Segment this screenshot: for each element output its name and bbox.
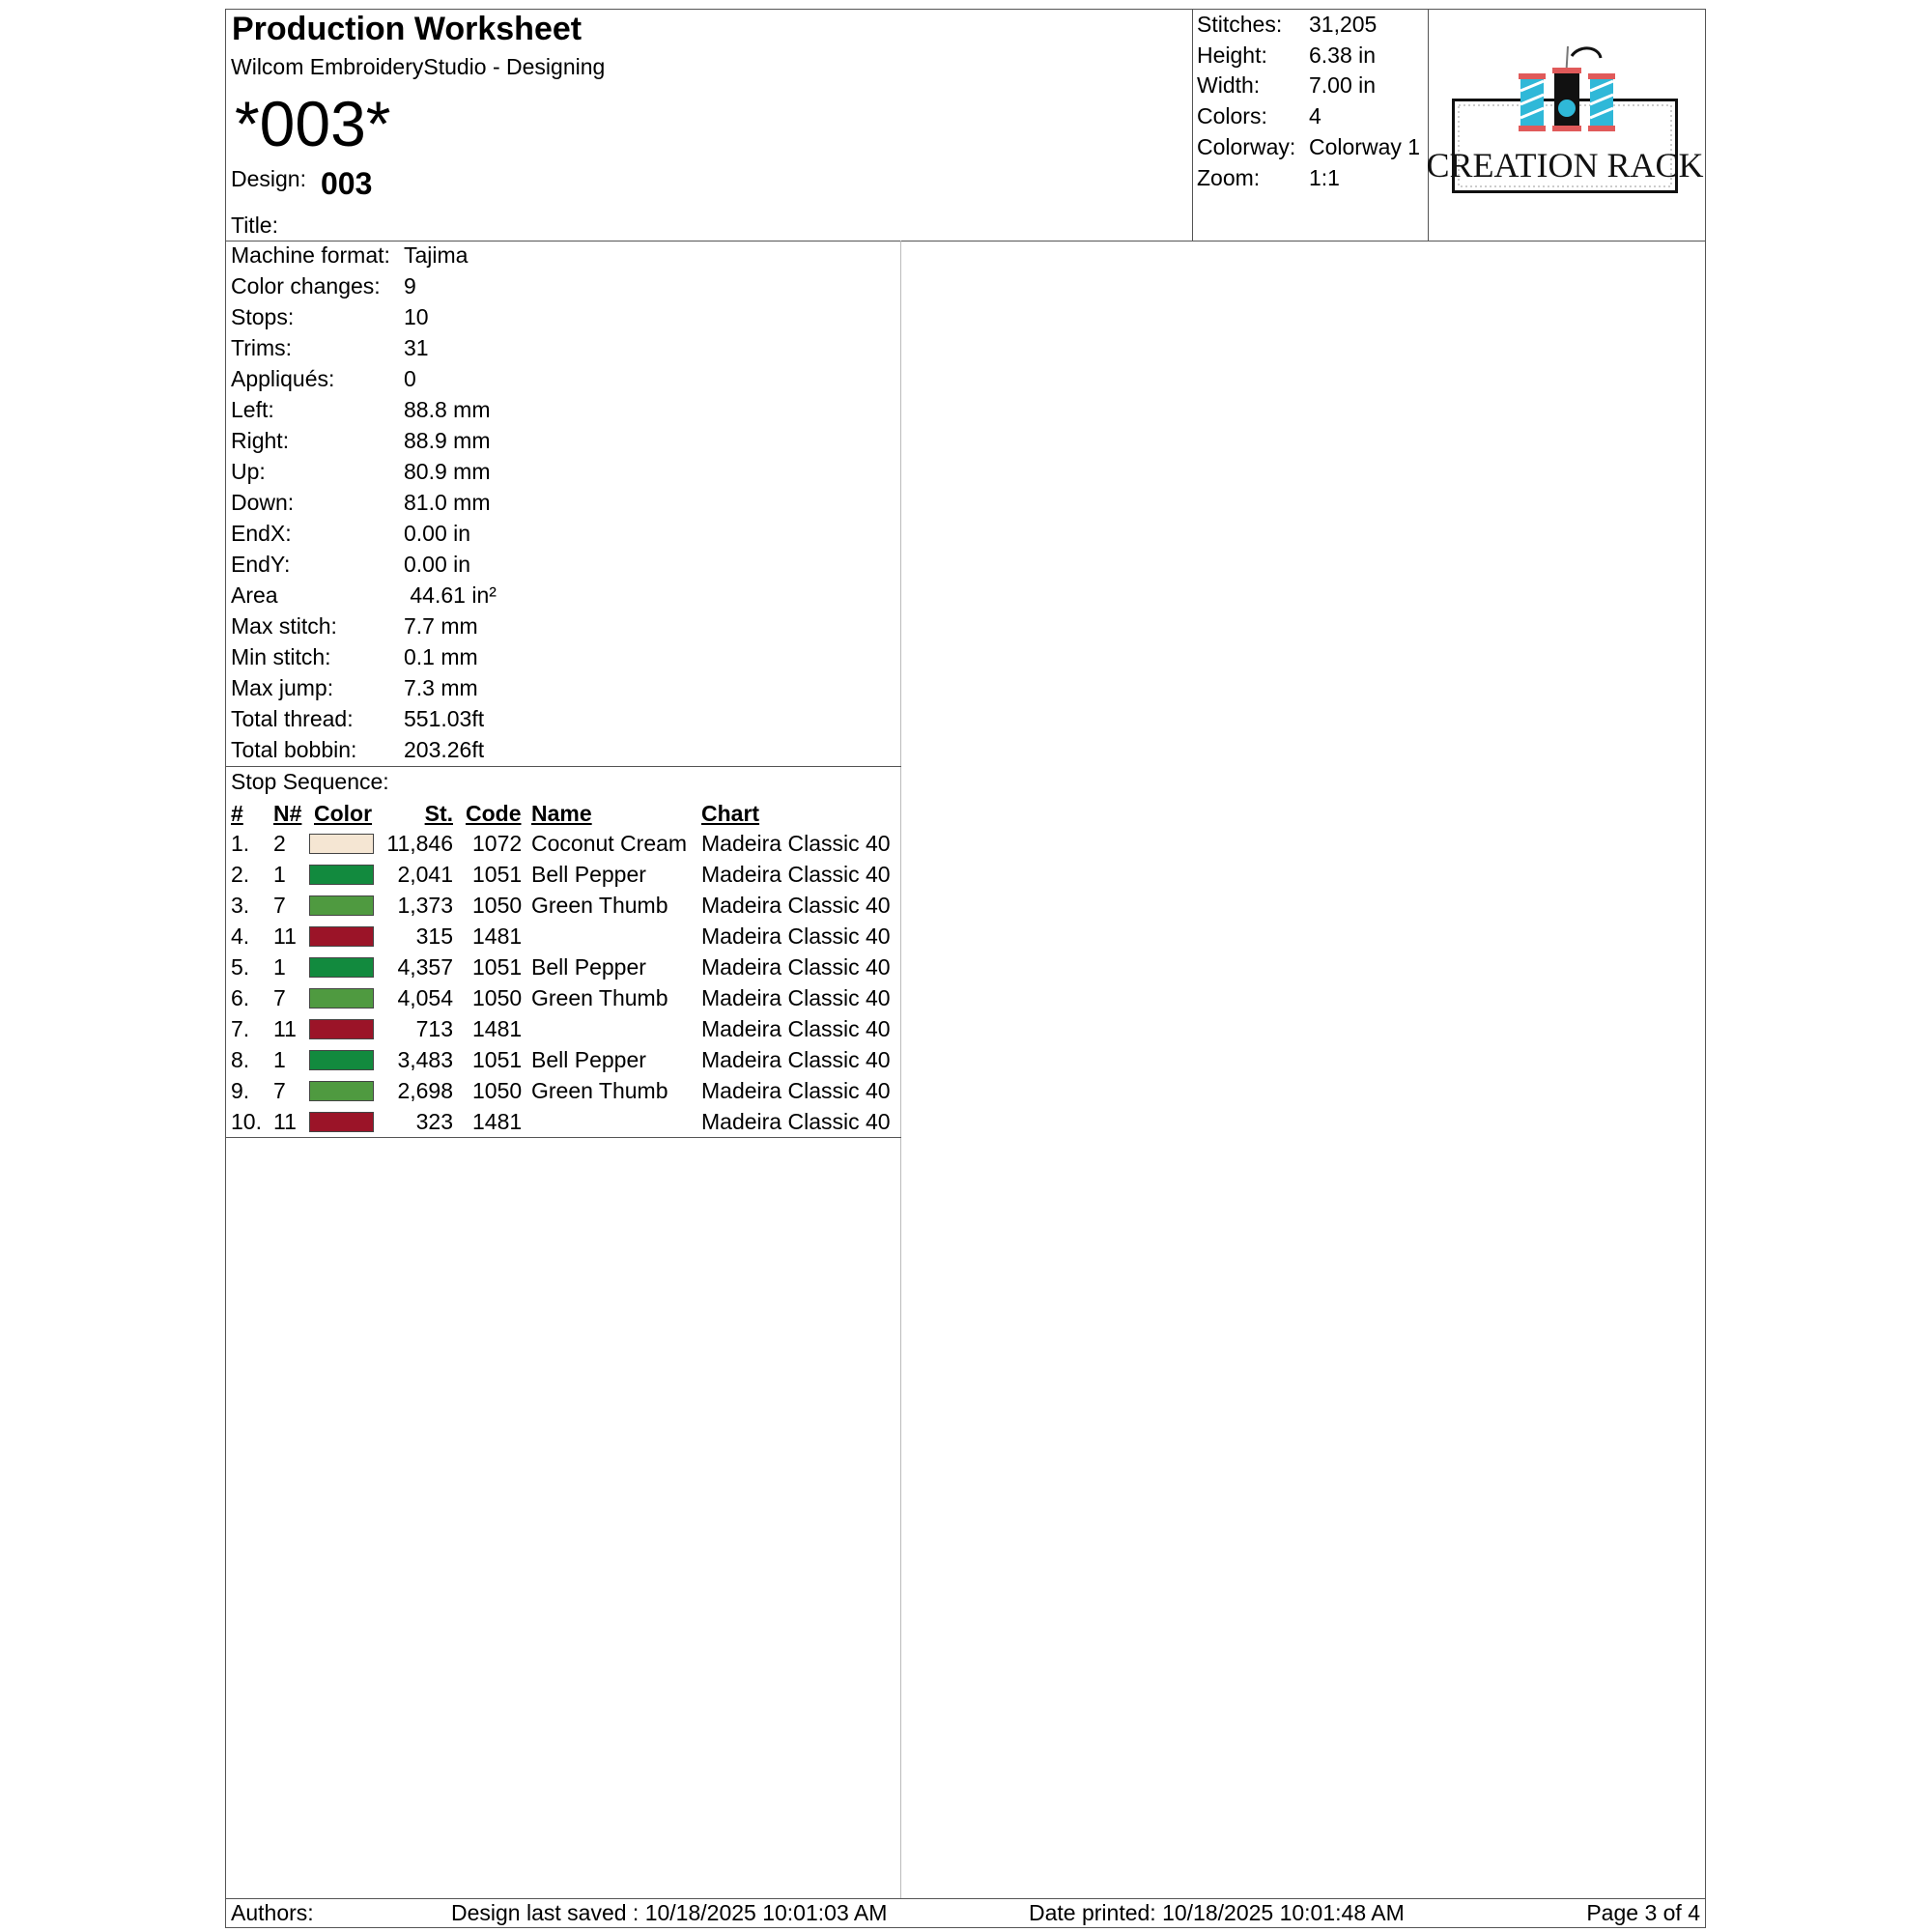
detail-value: Tajima <box>404 242 469 268</box>
row-number: 2. <box>231 862 250 887</box>
row-chart: Madeira Classic 40 <box>701 1047 891 1072</box>
row-name: Green Thumb <box>531 893 668 918</box>
row-chart: Madeira Classic 40 <box>701 954 891 980</box>
thread-spools-icon <box>1512 44 1628 131</box>
sequence-divider <box>225 1137 901 1138</box>
row-chart: Madeira Classic 40 <box>701 1016 891 1041</box>
detail-label: Total thread: <box>231 706 354 731</box>
row-stitches: 1,373 <box>397 893 453 918</box>
row-needle: 7 <box>273 893 286 918</box>
summary-value: 31,205 <box>1309 12 1378 37</box>
color-swatch <box>309 865 374 885</box>
row-code: 1051 <box>472 1047 523 1072</box>
row-code: 1072 <box>472 831 523 856</box>
detail-value: 7.3 mm <box>404 675 478 700</box>
row-number: 7. <box>231 1016 250 1041</box>
footer-last-saved: Design last saved : 10/18/2025 10:01:03 AM <box>451 1900 888 1925</box>
detail-value: 31 <box>404 335 429 360</box>
row-code: 1050 <box>472 985 523 1010</box>
row-name: Green Thumb <box>531 1078 668 1103</box>
row-stitches: 4,357 <box>397 954 453 980</box>
row-stitches: 11,846 <box>386 831 453 856</box>
software-name: Wilcom EmbroideryStudio - Designing <box>231 54 606 79</box>
footer-page-number: Page 3 of 4 <box>1586 1900 1700 1925</box>
row-stitches: 4,054 <box>397 985 453 1010</box>
detail-value: 10 <box>404 304 429 329</box>
header-divider <box>225 241 1706 242</box>
color-swatch <box>309 1081 374 1101</box>
stop-sequence-title: Stop Sequence: <box>231 769 389 794</box>
detail-value: 203.26ft <box>404 737 485 762</box>
color-swatch <box>309 834 374 854</box>
row-needle: 11 <box>273 923 297 949</box>
detail-value: 0 <box>404 366 416 391</box>
detail-label: EndX: <box>231 521 292 546</box>
page-title: Production Worksheet <box>232 11 582 47</box>
barcode-text: *003* <box>235 88 391 159</box>
row-chart: Madeira Classic 40 <box>701 1109 891 1134</box>
col-header-code: Code <box>466 801 522 826</box>
summary-value: 6.38 in <box>1309 43 1377 68</box>
row-number: 6. <box>231 985 250 1010</box>
row-code: 1051 <box>472 862 523 887</box>
row-needle: 2 <box>273 831 286 856</box>
summary-label: Colors: <box>1197 103 1267 128</box>
row-stitches: 315 <box>415 923 453 949</box>
column-divider <box>900 241 901 1898</box>
row-name: Coconut Cream <box>531 831 688 856</box>
detail-value: 9 <box>404 273 416 298</box>
detail-label: Stops: <box>231 304 295 329</box>
summary-label: Width: <box>1197 72 1261 98</box>
detail-label: Area <box>231 582 278 608</box>
row-chart: Madeira Classic 40 <box>701 831 891 856</box>
detail-label: Up: <box>231 459 266 484</box>
detail-value: 0.1 mm <box>404 644 478 669</box>
detail-label: Machine format: <box>231 242 390 268</box>
row-stitches: 713 <box>415 1016 453 1041</box>
row-chart: Madeira Classic 40 <box>701 985 891 1010</box>
row-needle: 7 <box>273 985 286 1010</box>
row-name: Bell Pepper <box>531 1047 646 1072</box>
detail-label: Max stitch: <box>231 613 337 639</box>
color-swatch <box>309 1019 374 1039</box>
summary-value: 7.00 in <box>1309 72 1377 98</box>
logo-text: CREATION RACK <box>1426 146 1704 185</box>
row-name: Bell Pepper <box>531 954 646 980</box>
row-chart: Madeira Classic 40 <box>701 893 891 918</box>
row-number: 5. <box>231 954 250 980</box>
summary-divider-left <box>1192 9 1193 242</box>
detail-label: Max jump: <box>231 675 334 700</box>
col-header-number: # <box>231 801 243 826</box>
footer-divider <box>225 1898 1706 1899</box>
col-header-name: Name <box>531 801 592 826</box>
row-code: 1050 <box>472 893 523 918</box>
row-number: 9. <box>231 1078 250 1103</box>
row-code: 1481 <box>472 923 523 949</box>
row-chart: Madeira Classic 40 <box>701 1078 891 1103</box>
summary-value: Colorway 1 <box>1309 134 1421 159</box>
summary-value: 4 <box>1309 103 1321 128</box>
row-name: Bell Pepper <box>531 862 646 887</box>
detail-label: Down: <box>231 490 295 515</box>
row-needle: 1 <box>273 1047 286 1072</box>
detail-value: 80.9 mm <box>404 459 491 484</box>
row-stitches: 2,698 <box>397 1078 453 1103</box>
detail-value: 88.9 mm <box>404 428 491 453</box>
color-swatch <box>309 1050 374 1070</box>
col-header-stitches: St. <box>424 801 453 826</box>
color-swatch <box>309 988 374 1009</box>
row-code: 1050 <box>472 1078 523 1103</box>
row-code: 1051 <box>472 954 523 980</box>
detail-label: Left: <box>231 397 274 422</box>
row-number: 3. <box>231 893 250 918</box>
row-chart: Madeira Classic 40 <box>701 862 891 887</box>
detail-value: 0.00 in <box>404 521 471 546</box>
detail-value: 81.0 mm <box>404 490 491 515</box>
color-swatch <box>309 1112 374 1132</box>
row-number: 1. <box>231 831 250 856</box>
title-label: Title: <box>231 213 278 238</box>
summary-divider-right <box>1428 9 1429 242</box>
design-label: Design: <box>231 166 306 191</box>
detail-value: 0.00 in <box>404 552 471 577</box>
row-stitches: 323 <box>415 1109 453 1134</box>
row-number: 4. <box>231 923 250 949</box>
summary-label: Height: <box>1197 43 1267 68</box>
detail-label: Total bobbin: <box>231 737 357 762</box>
detail-label: EndY: <box>231 552 291 577</box>
col-header-color: Color <box>314 801 373 826</box>
color-swatch <box>309 926 374 947</box>
design-value: 003 <box>321 166 373 201</box>
row-number: 10. <box>231 1109 262 1134</box>
row-name: Green Thumb <box>531 985 668 1010</box>
col-header-needle: N# <box>273 801 302 826</box>
footer-authors: Authors: <box>231 1900 314 1925</box>
details-divider <box>225 766 901 767</box>
detail-label: Color changes: <box>231 273 381 298</box>
detail-label: Right: <box>231 428 290 453</box>
row-stitches: 2,041 <box>397 862 453 887</box>
color-swatch <box>309 895 374 916</box>
row-needle: 11 <box>273 1109 297 1134</box>
footer-date-printed: Date printed: 10/18/2025 10:01:48 AM <box>1029 1900 1405 1925</box>
detail-value: 551.03ft <box>404 706 485 731</box>
row-needle: 11 <box>273 1016 297 1041</box>
detail-value: 44.61 in² <box>404 582 497 608</box>
row-stitches: 3,483 <box>397 1047 453 1072</box>
row-code: 1481 <box>472 1016 523 1041</box>
summary-label: Zoom: <box>1197 165 1261 190</box>
row-code: 1481 <box>472 1109 523 1134</box>
summary-value: 1:1 <box>1309 165 1340 190</box>
row-needle: 1 <box>273 862 286 887</box>
row-number: 8. <box>231 1047 250 1072</box>
row-needle: 7 <box>273 1078 286 1103</box>
summary-label: Stitches: <box>1197 12 1283 37</box>
color-swatch <box>309 957 374 978</box>
col-header-chart: Chart <box>701 801 760 826</box>
row-chart: Madeira Classic 40 <box>701 923 891 949</box>
summary-label: Colorway: <box>1197 134 1296 159</box>
detail-value: 88.8 mm <box>404 397 491 422</box>
row-needle: 1 <box>273 954 286 980</box>
detail-label: Trims: <box>231 335 293 360</box>
detail-value: 7.7 mm <box>404 613 478 639</box>
detail-label: Min stitch: <box>231 644 331 669</box>
detail-label: Appliqués: <box>231 366 335 391</box>
